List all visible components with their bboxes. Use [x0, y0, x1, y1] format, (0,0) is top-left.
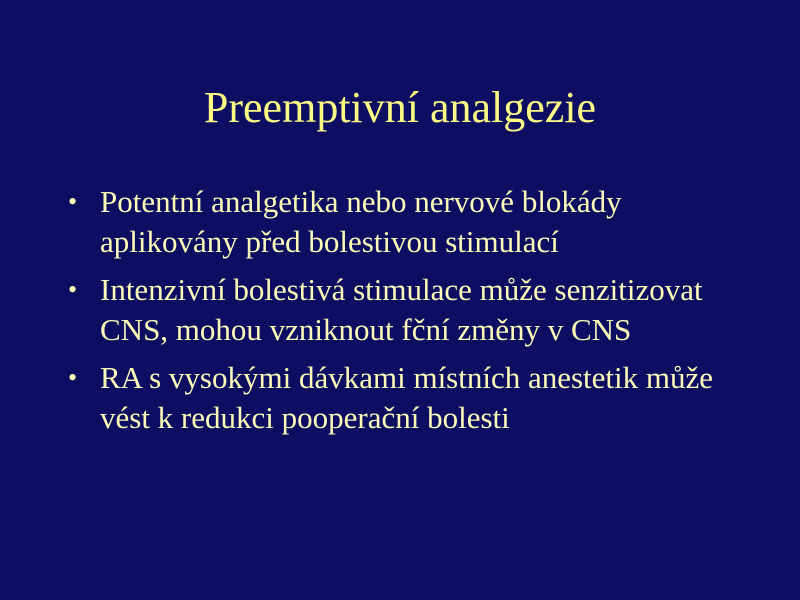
bullet-text: Intenzivní bolestivá stimulace může senzitizovat CNS, mohou vzniknout fční změny v CNS	[100, 272, 703, 347]
bullet-item	[68, 270, 748, 350]
bullet-text: RA s vysokými dávkami místních anestetik může vést k redukci pooperační bolesti	[100, 360, 714, 435]
bullet-list	[68, 182, 748, 446]
bullet-icon: •	[68, 187, 78, 216]
bullet-text: Potentní analgetika nebo nervové blokády aplikovány před bolestivou stimulací	[100, 184, 622, 259]
bullet-icon: •	[68, 275, 78, 304]
slide-title: Preemptivní analgezie	[203, 83, 597, 132]
bullet-icon: •	[68, 363, 78, 392]
bullet-item	[68, 358, 748, 438]
bullet-item	[68, 182, 748, 262]
